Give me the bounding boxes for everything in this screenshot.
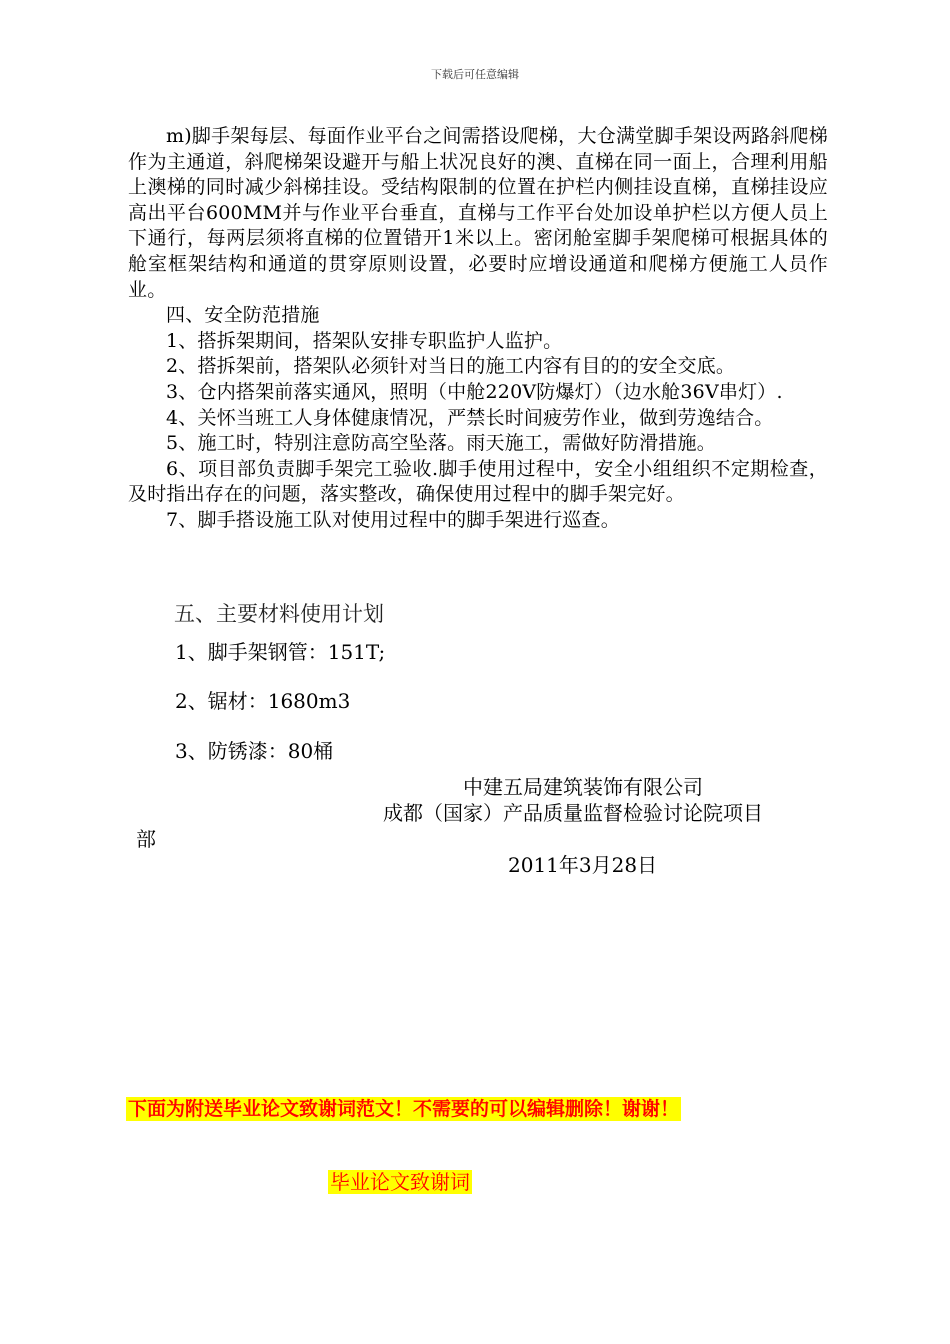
signature-project-line2: 部 xyxy=(136,827,156,851)
signature-date: 2011年3月28日 xyxy=(508,853,658,877)
section-heading-safety: 四、安全防范措施 xyxy=(166,304,320,327)
material-item-paint: 3、防锈漆：80桶 xyxy=(175,739,334,763)
body-text xyxy=(128,124,828,534)
appendix-notice: 下面为附送毕业论文致谢词范文！不需要的可以编辑删除！谢谢！ xyxy=(128,1098,680,1120)
safety-item-6: 6、项目部负责脚手架完工验收.脚手使用过程中，安全小组组织不定期检查，及时指出存在的问题，落实整改，确保使用过程中的脚手架完好。 xyxy=(128,457,828,506)
safety-item-1: 1、搭拆架期间，搭架队安排专职监护人监护。 xyxy=(166,329,563,352)
signature-company: 中建五局建筑装饰有限公司 xyxy=(463,775,703,799)
safety-item-7: 7、脚手搭设施工队对使用过程中的脚手架进行巡查。 xyxy=(166,508,620,531)
material-item-lumber: 2、锯材：1680m3 xyxy=(175,689,351,713)
safety-item-2: 2、搭拆架前，搭架队必须针对当日的施工内容有目的的安全交底。 xyxy=(166,355,736,378)
page-header: 下载后可任意编辑 xyxy=(431,68,519,81)
safety-item-4: 4、关怀当班工人身体健康情况，严禁长时间疲劳作业，做到劳逸结合。 xyxy=(166,406,774,429)
safety-item-3: 3、仓内搭架前落实通风，照明（中舱220V防爆灯）（边水舱36V串灯）. xyxy=(166,380,783,403)
signature-project-line1: 成都（国家）产品质量监督检验讨论院项目 xyxy=(383,801,763,825)
paragraph-scaffold-ladder: m)脚手架每层、每面作业平台之间需搭设爬梯，大仓满堂脚手架设两路斜爬梯作为主通道，斜爬梯架设避开与船上状况良好的澳、直梯在同一面上，合理利用船上澳梯的同时减少斜梯挂设。受结构限制的位置在护栏内侧挂设直梯，直梯挂设应高出平台600MM并与作业平台垂直，直梯与工作平台处加设单护栏以方便人员上下通行，每两层须将直梯的位置错开1米以上。密闭舱室脚手架爬梯可根据具体的舱室框架结构和通道的贯穿原则设置，必要时应增设通道和爬梯方便施工人员作业。 xyxy=(128,125,828,301)
acknowledgement-title: 毕业论文致谢词 xyxy=(330,1170,470,1194)
material-item-steel-pipe: 1、脚手架钢管：151T; xyxy=(175,640,386,664)
section-heading-materials: 五、主要材料使用计划 xyxy=(174,602,384,626)
safety-item-5: 5、施工时，特别注意防高空坠落。雨天施工，需做好防滑措施。 xyxy=(166,432,716,455)
